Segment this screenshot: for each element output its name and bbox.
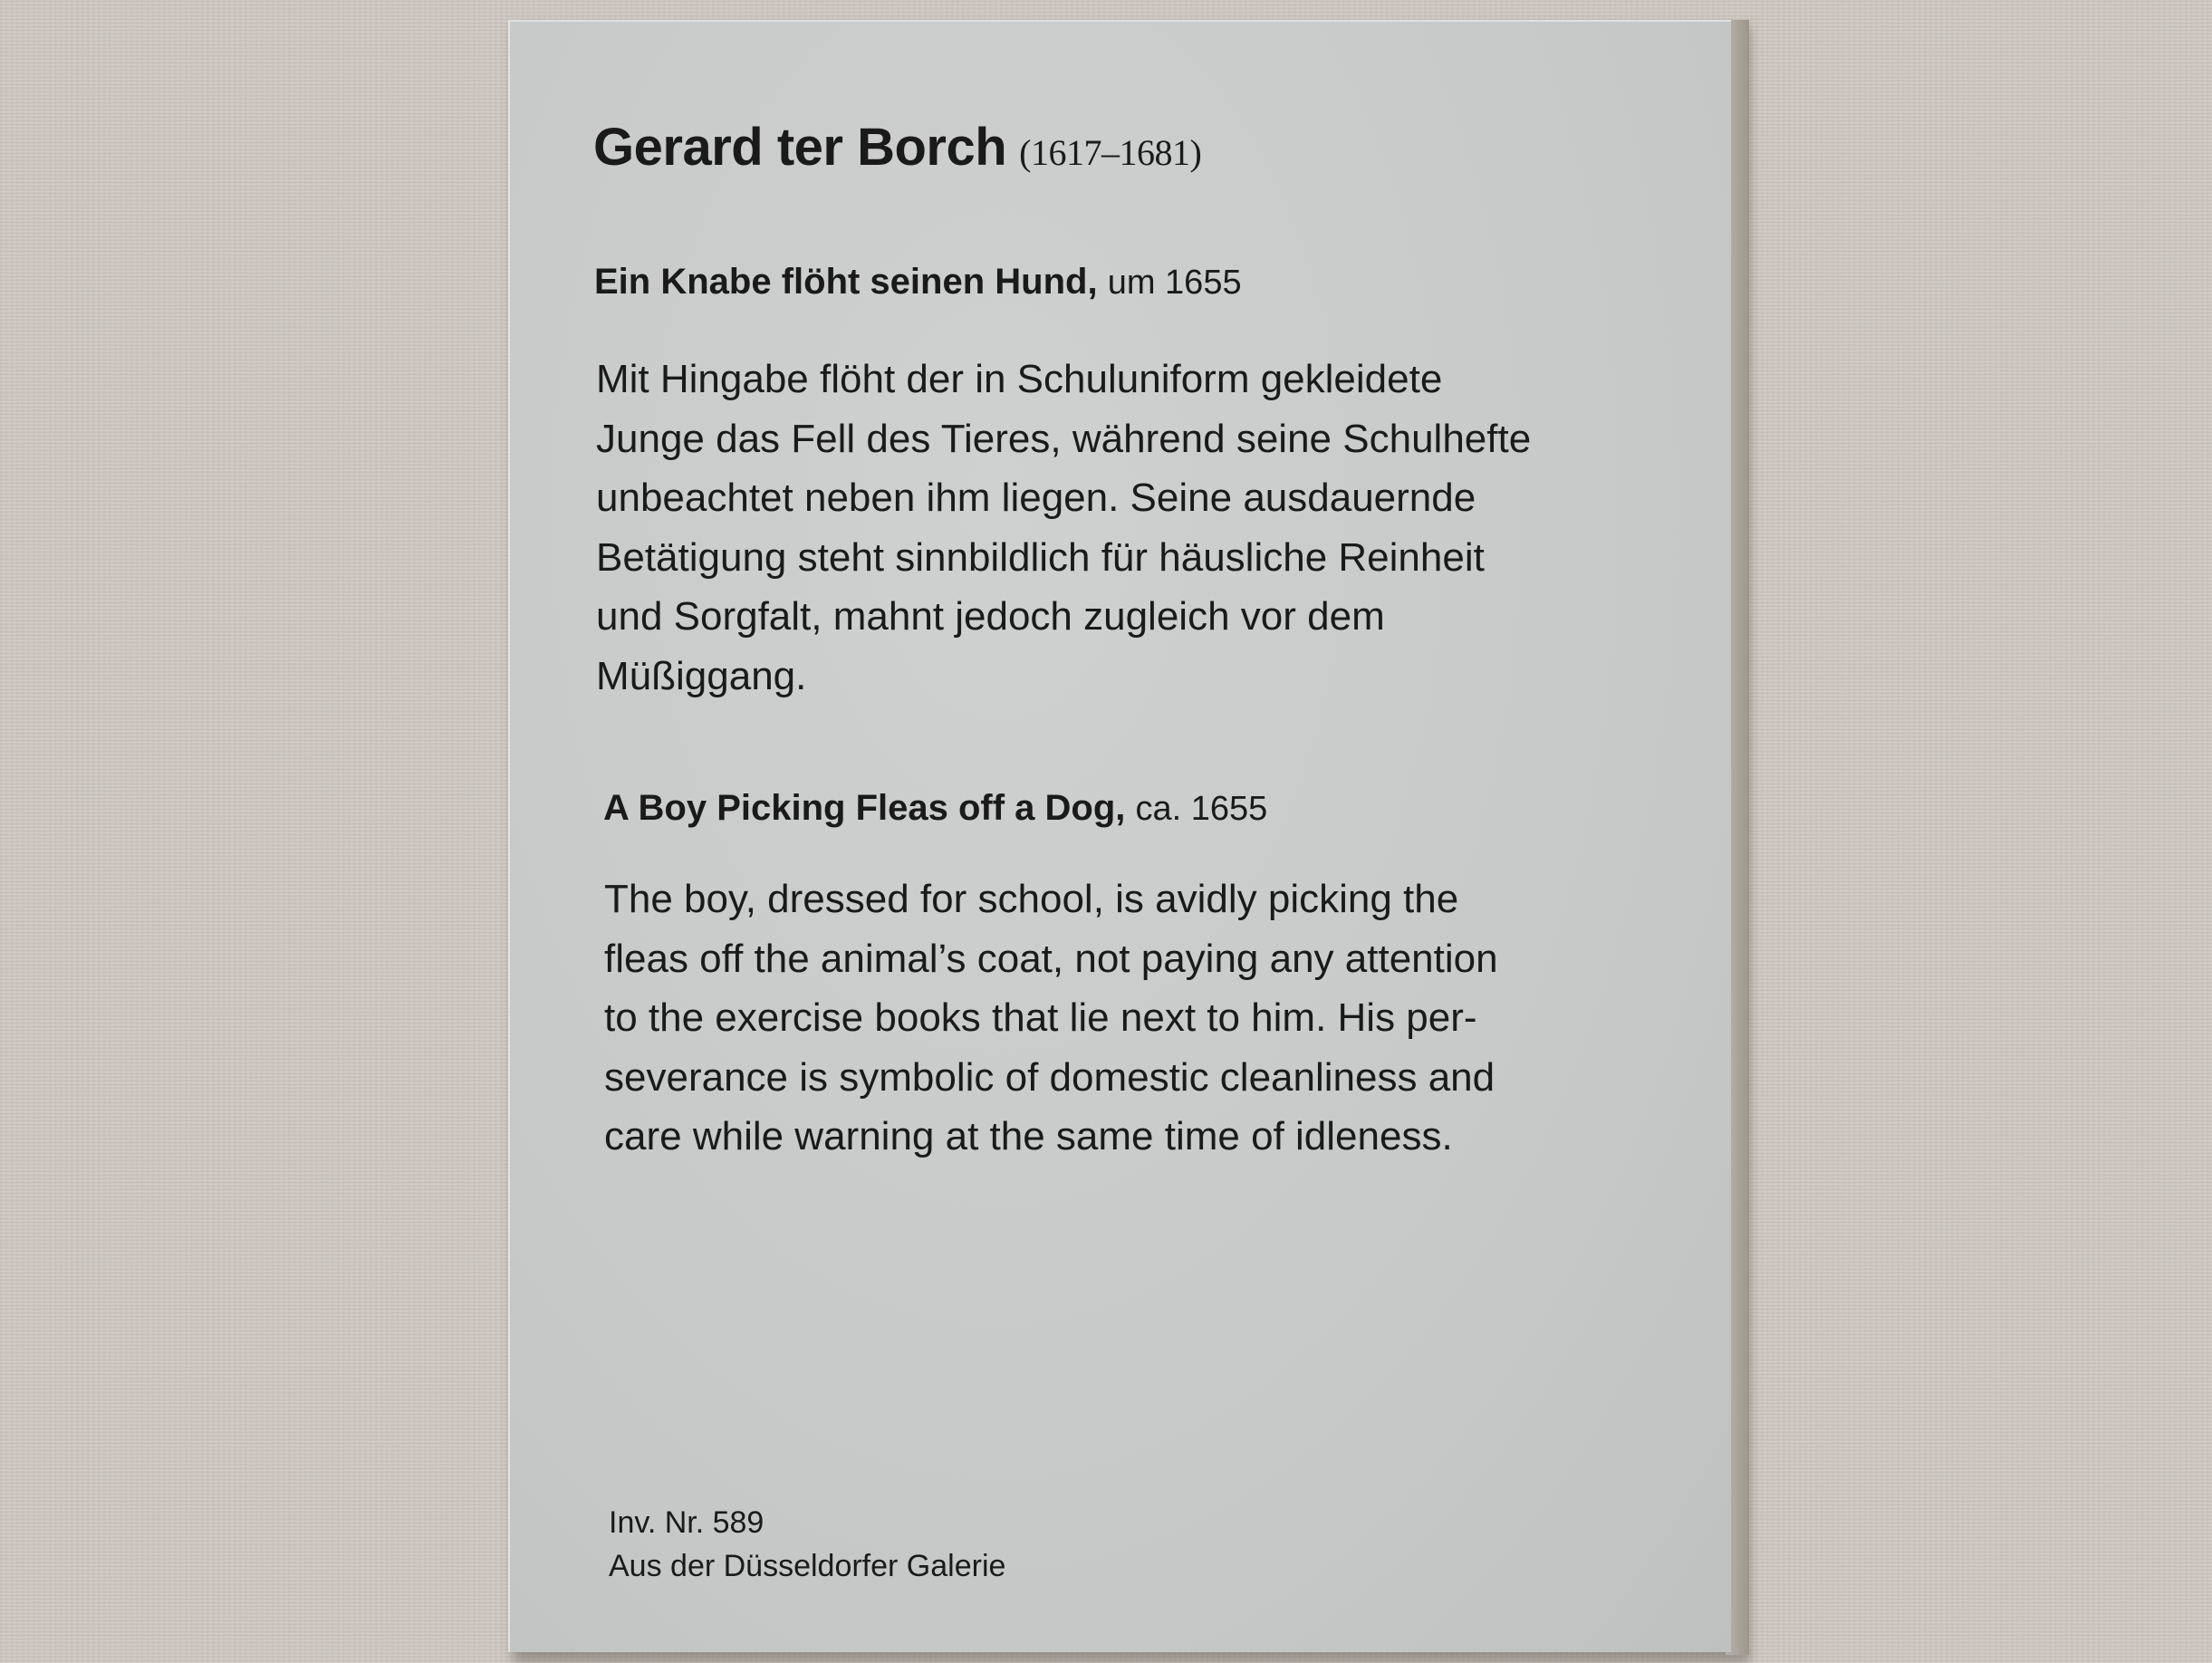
artist-dates: (1617–1681) — [1019, 132, 1202, 173]
german-line: unbeachtet neben ihm liegen. Seine ausdauernde — [596, 476, 1476, 520]
inventory-number: Inv. Nr. 589 — [609, 1505, 765, 1540]
german-line: Betätigung steht sinnbildlich für häusliche Reinheit — [596, 534, 1485, 580]
english-line: fleas off the animal’s coat, not paying any attention — [604, 936, 1498, 981]
english-date: ca. 1655 — [1135, 790, 1268, 828]
english-line: to the exercise books that lie next to him. His per- — [604, 995, 1477, 1040]
provenance: Aus der Düsseldorfer Galerie — [609, 1549, 1006, 1583]
german-description — [596, 350, 1531, 706]
english-description — [604, 870, 1498, 1167]
english-title — [603, 785, 1267, 832]
german-title-text: Ein Knabe flöht seinen Hund, — [594, 262, 1098, 302]
english-line: severance is symbolic of domestic cleanliness and — [604, 1054, 1496, 1100]
artist-heading — [593, 116, 1201, 185]
german-date: um 1655 — [1107, 264, 1242, 302]
label-footer — [609, 1501, 1005, 1588]
english-line: The boy, dressed for school, is avidly picking the — [604, 877, 1459, 921]
german-line: und Sorgfalt, mahnt jedoch zugleich vor dem — [596, 594, 1385, 639]
german-line: Müßiggang. — [596, 653, 807, 698]
artist-name: Gerard ter Borch — [593, 118, 1007, 177]
german-line: Junge das Fell des Tieres, während seine Schulhefte — [596, 416, 1532, 461]
german-line: Mit Hingabe flöht der in Schuluniform gekleidete — [596, 357, 1443, 401]
german-title — [594, 259, 1242, 305]
english-title-text: A Boy Picking Fleas off a Dog, — [603, 788, 1126, 828]
english-line: care while warning at the same time of idleness. — [604, 1114, 1453, 1158]
